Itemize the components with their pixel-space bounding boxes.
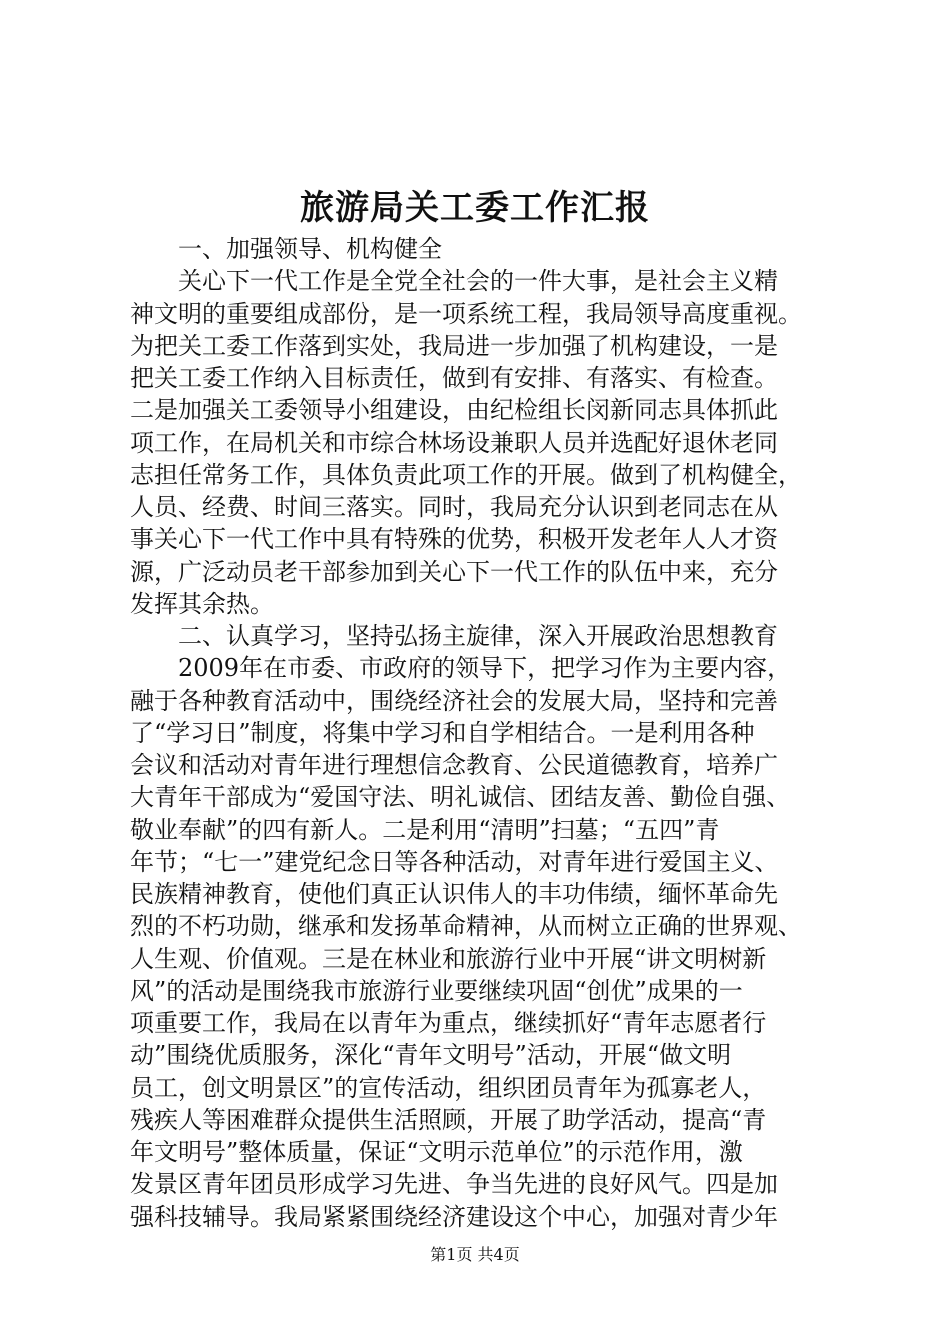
text-line: 民族精神教育，使他们真正认识伟人的丰功伟绩，缅怀革命先 bbox=[130, 880, 778, 908]
text-line: 强科技辅导。我局紧紧围绕经济建设这个中心，加强对青少年 bbox=[130, 1202, 778, 1231]
text-line: 会议和活动对青年进行理想信念教育、公民道德教育，培养广 bbox=[130, 751, 778, 779]
text-line: 项重要工作，我局在以青年为重点，继续抓好“青年志愿者行 bbox=[130, 1009, 767, 1037]
text-line: 一、加强领导、机构健全 bbox=[130, 235, 442, 263]
text-line: 二是加强关工委领导小组建设，由纪检组长闵新同志具体抓此 bbox=[130, 396, 778, 425]
text-line: 神文明的重要组成部份，是一项系统工程，我局领导高度重视。 bbox=[130, 299, 802, 328]
text-line: 项工作，在局机关和市综合林场设兼职人员并选配好退休老同 bbox=[130, 428, 778, 457]
text-line: 发挥其余热。 bbox=[130, 589, 274, 618]
text-line: 人员、经费、时间三落实。同时，我局充分认识到老同志在从 bbox=[130, 493, 778, 521]
text-line: 了“学习日”制度，将集中学习和自学相结合。一是利用各种 bbox=[130, 718, 755, 747]
text-line: 员工，创文明景区”的宣传活动，组织团员青年为孤寡老人， bbox=[130, 1073, 767, 1102]
text-line: 融于各种教育活动中，围绕经济社会的发展大局，坚持和完善 bbox=[130, 686, 778, 715]
document-body bbox=[130, 233, 830, 1233]
page-footer: 第1页 共4页 bbox=[430, 1245, 520, 1264]
text-line: 人生观、价值观。三是在林业和旅游行业中开展“讲文明树新 bbox=[130, 944, 767, 973]
text-line: 事关心下一代工作中具有特殊的优势，积极开发老年人人才资 bbox=[130, 525, 778, 554]
text-line: 大青年干部成为“爱国守法、明礼诚信、团结友善、勤俭自强、 bbox=[130, 783, 791, 812]
text-line: 烈的不朽功勋，继承和发扬革命精神，从而树立正确的世界观、 bbox=[130, 912, 802, 941]
text-line: 2009年在市委、市政府的领导下，把学习作为主要内容， bbox=[130, 654, 792, 683]
text-line: 为把关工委工作落到实处，我局进一步加强了机构建设，一是 bbox=[130, 331, 778, 360]
document-title: 旅游局关工委工作汇报 bbox=[300, 188, 650, 228]
text-line: 残疾人等困难群众提供生活照顾，开展了助学活动，提高“青 bbox=[130, 1105, 767, 1134]
text-line: 志担任常务工作，具体负责此项工作的开展。做到了机构健全， bbox=[130, 460, 802, 489]
text-line: 发景区青年团员形成学习先进、争当先进的良好风气。四是加 bbox=[130, 1170, 778, 1199]
text-line: 年文明号”整体质量，保证“文明示范单位”的示范作用，激 bbox=[130, 1138, 743, 1166]
text-line: 源，广泛动员老干部参加到关心下一代工作的队伍中来，充分 bbox=[130, 557, 778, 586]
text-line: 二、认真学习，坚持弘扬主旋律，深入开展政治思想教育 bbox=[130, 622, 778, 650]
text-line: 关心下一代工作是全党全社会的一件大事，是社会主义精 bbox=[130, 267, 778, 296]
text-line: 动”围绕优质服务，深化“青年文明号”活动，开展“做文明 bbox=[130, 1041, 732, 1070]
text-line: 敬业奉献”的四有新人。二是利用“清明”扫墓；“五四”青 bbox=[130, 815, 720, 844]
text-line: 把关工委工作纳入目标责任，做到有安排、有落实、有检查。 bbox=[130, 364, 778, 392]
text-line: 风”的活动是围绕我市旅游行业要继续巩固“创优”成果的一 bbox=[130, 976, 743, 1005]
text-line: 年节；“七一”建党纪念日等各种活动，对青年进行爱国主义、 bbox=[130, 847, 779, 876]
